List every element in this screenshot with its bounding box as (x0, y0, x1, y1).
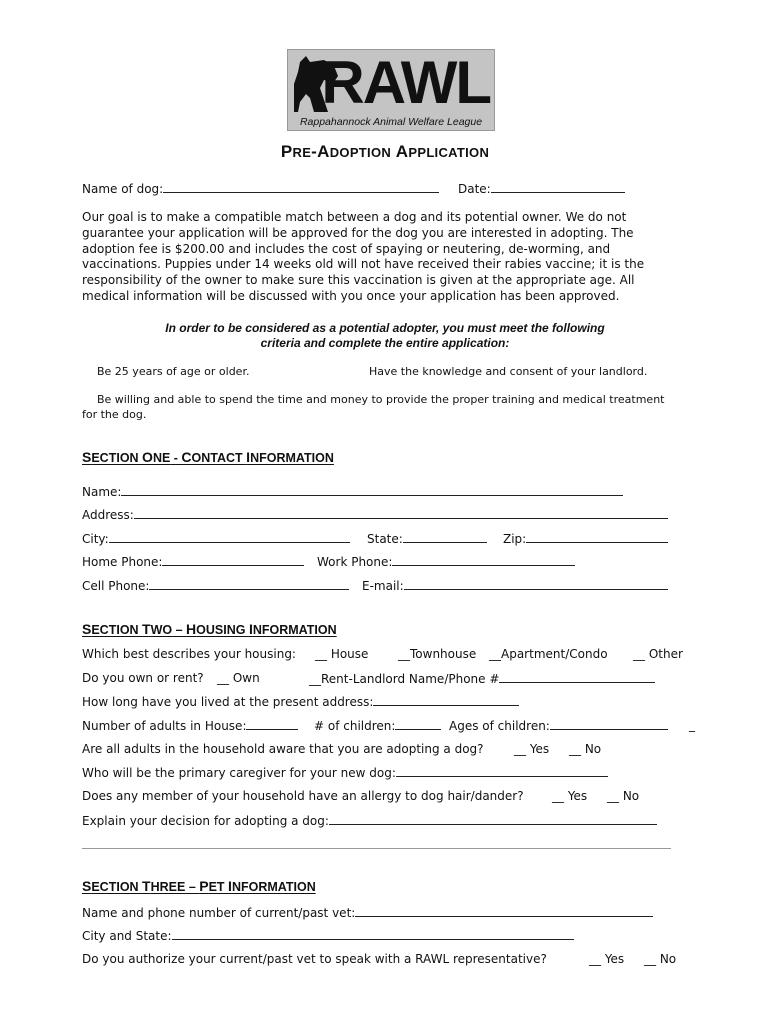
own-rent-question: Do you own or rent? (82, 671, 204, 685)
vet-field[interactable] (82, 905, 653, 921)
aware-question: Are all adults in the household aware that you are adopting a dog? (82, 742, 484, 756)
state-field[interactable] (367, 531, 487, 547)
explain-blank[interactable] (329, 813, 657, 825)
section-three-heading: SECTION THREE – PET INFORMATION (82, 878, 316, 894)
logo-subtitle: Rappahannock Animal Welfare League (299, 116, 483, 128)
authorize-no-option[interactable]: __ No (644, 952, 677, 966)
caregiver-field[interactable] (82, 765, 608, 781)
criteria-note (0, 321, 770, 351)
home-phone-label: Home Phone: (82, 555, 163, 569)
ages-field[interactable] (449, 718, 668, 734)
city-field[interactable] (82, 531, 350, 547)
section-one-heading: SECTION ONE - CONTACT INFORMATION (82, 449, 334, 465)
cell-phone-blank[interactable] (149, 578, 349, 590)
criteria-landlord: Have the knowledge and consent of your landlord. (369, 365, 648, 378)
explain-label: Explain your decision for adopting a dog: (82, 814, 329, 828)
section-two-heading: SECTION TWO – HOUSING INFORMATION (82, 621, 337, 637)
work-phone-blank[interactable] (392, 554, 575, 566)
home-phone-field[interactable] (82, 554, 304, 570)
work-phone-field[interactable] (317, 554, 575, 570)
housing-option-townhouse[interactable]: __Townhouse (398, 647, 477, 661)
adults-label: Number of adults in House: (82, 719, 247, 733)
intro-line: Our goal is to make a compatible match between a dog and its potential owner. We do not (82, 210, 627, 224)
rent-landlord-blank[interactable] (499, 671, 655, 683)
aware-no-option[interactable]: __ No (569, 742, 602, 756)
caregiver-blank[interactable] (396, 765, 608, 777)
dog-name-blank[interactable] (163, 181, 439, 193)
city-state-field[interactable] (82, 928, 574, 944)
caregiver-label: Who will be the primary caregiver for your new dog: (82, 766, 396, 780)
rent-landlord-field[interactable] (309, 671, 655, 687)
authorize-question: Do you authorize your current/past vet to speak with a RAWL representative? (82, 952, 547, 966)
intro-line: responsibility of the owner to make sure this vaccination is given at the appropriate age. All (82, 273, 635, 288)
cell-phone-field[interactable] (82, 578, 349, 594)
logo-wordmark: RAWL (321, 49, 490, 116)
adults-field[interactable] (82, 718, 298, 734)
dog-name-label: Name of dog: (82, 182, 164, 196)
city-blank[interactable] (109, 531, 350, 543)
date-field[interactable] (458, 181, 625, 197)
criteria-age: Be 25 years of age or older. (97, 365, 250, 378)
name-blank[interactable] (121, 484, 623, 496)
zip-label: Zip: (503, 532, 527, 546)
document-title: PRE-ADOPTION APPLICATION (280, 142, 490, 161)
rawl-logo (287, 49, 495, 131)
rent-landlord-label: __Rent-Landlord Name/Phone # (309, 672, 500, 686)
vet-blank[interactable] (355, 905, 653, 917)
intro-line: medical information will be discussed with you once your application has been approved. (82, 288, 620, 303)
allergy-question: Does any member of your household have an allergy to dog hair/dander? (82, 789, 524, 803)
date-label: Date: (458, 182, 491, 196)
allergy-yes-option[interactable]: __ Yes (552, 789, 588, 803)
vet-label: Name and phone number of current/past vet: (82, 906, 356, 920)
how-long-field[interactable] (82, 694, 519, 710)
criteria-willing: Be willing and able to spend the time and money to provide the proper training and medical treatment (97, 393, 665, 406)
criteria-note-line: In order to be considered as a potential adopter, you must meet the following (165, 321, 605, 335)
ages-label: Ages of children: (449, 719, 550, 733)
home-phone-blank[interactable] (162, 554, 304, 566)
intro-line: adoption fee is $200.00 and includes the cost of spaying or neutering, de-worming, and (82, 241, 611, 256)
children-field[interactable] (314, 718, 441, 734)
email-label: E-mail: (362, 579, 404, 593)
address-field[interactable] (82, 507, 668, 523)
housing-question: Which best describes your housing: (82, 647, 296, 661)
ages-blank[interactable] (550, 718, 668, 730)
housing-option-apartment[interactable]: __Apartment/Condo (489, 647, 608, 661)
allergy-no-option[interactable]: __ No (607, 789, 640, 803)
cell-phone-label: Cell Phone: (82, 579, 150, 593)
email-blank[interactable] (404, 578, 668, 590)
state-label: State: (367, 532, 403, 546)
dog-name-field[interactable] (82, 181, 439, 197)
aware-yes-option[interactable]: __ Yes (514, 742, 550, 756)
criteria-willing-cont: for the dog. (82, 408, 147, 421)
city-label: City: (82, 532, 109, 546)
explain-extra-line[interactable] (82, 848, 671, 849)
own-option[interactable]: __ Own (217, 671, 260, 685)
zip-blank[interactable] (526, 531, 668, 543)
how-long-label: How long have you lived at the present address: (82, 695, 374, 709)
trailing-blank: _ (689, 718, 695, 732)
address-blank[interactable] (134, 507, 668, 519)
explain-field[interactable] (82, 813, 657, 829)
email-field[interactable] (362, 578, 668, 594)
address-label: Address: (82, 508, 134, 522)
how-long-blank[interactable] (373, 694, 519, 706)
intro-line: guarantee your application will be approved for the dog you are interested in adopting. The (82, 225, 634, 240)
housing-option-house[interactable]: __ House (315, 647, 369, 661)
children-blank[interactable] (395, 718, 441, 730)
zip-field[interactable] (503, 531, 668, 547)
criteria-note-line: criteria and complete the entire application: (260, 336, 510, 350)
name-field[interactable] (82, 484, 623, 500)
date-blank[interactable] (491, 181, 625, 193)
intro-line: vaccinations. Puppies under 14 weeks old will not have received their rabies vaccine; it is the (82, 257, 645, 272)
state-blank[interactable] (403, 531, 487, 543)
authorize-yes-option[interactable]: __ Yes (589, 952, 625, 966)
work-phone-label: Work Phone: (317, 555, 393, 569)
city-state-blank[interactable] (172, 928, 574, 940)
adults-blank[interactable] (246, 718, 298, 730)
children-label: # of children: (314, 719, 396, 733)
name-label: Name: (82, 485, 122, 499)
city-state-label: City and State: (82, 929, 172, 943)
housing-option-other[interactable]: __ Other (633, 647, 683, 661)
intro-paragraph (82, 210, 692, 305)
